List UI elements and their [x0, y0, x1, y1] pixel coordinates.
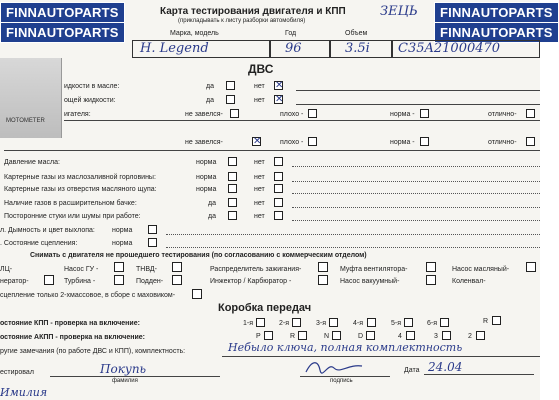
date-line [424, 374, 534, 375]
year-value: 96 [285, 41, 302, 56]
engine-row-label: идкости в масле: [64, 83, 120, 90]
checkbox[interactable] [228, 172, 237, 181]
col-year-header: Год [285, 30, 297, 37]
checkbox[interactable] [228, 211, 237, 220]
gear-checkbox[interactable] [298, 331, 307, 340]
checkbox-no[interactable]: ✕ [275, 94, 284, 105]
checkbox[interactable] [228, 184, 237, 193]
engine-row-label: Посторонние стуки или шумы при работе: [4, 213, 141, 220]
checkbox[interactable] [318, 275, 328, 285]
gear-label: 5-я [391, 320, 402, 327]
sign-caption: подпись [330, 378, 353, 384]
checkbox[interactable] [526, 262, 536, 272]
gear-checkbox[interactable] [332, 331, 341, 340]
gauge-photo [0, 58, 62, 138]
gear-checkbox[interactable] [492, 316, 501, 325]
checkbox[interactable] [318, 262, 328, 272]
divider [296, 104, 540, 105]
gauge-brand: MOTOMETER [6, 118, 45, 124]
part-label: Муфта вентилятора- [340, 266, 408, 273]
part-label: Насос масляный- [452, 266, 510, 273]
page-subtitle: (прикладывать к листу разборки автомобиля) [178, 18, 306, 24]
divider [64, 120, 540, 121]
gear-checkbox[interactable] [366, 331, 375, 340]
engine-row-label: л. Дымность и цвет выхлопа: [0, 227, 95, 234]
checkbox-no[interactable]: ✕ [275, 80, 284, 91]
checkbox[interactable] [526, 137, 535, 146]
part-label: Коленвал- [452, 278, 486, 285]
part-label: Турбина - [64, 278, 96, 285]
date-label: Дата [404, 367, 420, 374]
flywheel-note: сцепление только 2-хмассовое, в сборе с маховиком- [0, 292, 176, 299]
remarks-label: ругие замечания (по работе ДВС и КПП), комплектность: [0, 348, 186, 355]
option-label: нет [254, 213, 265, 220]
option-label: норма - [390, 111, 415, 118]
gear-checkbox[interactable] [292, 318, 301, 327]
gearbox-heading: Коробка передач [218, 302, 312, 314]
gear-label: D [358, 333, 364, 340]
checkbox[interactable] [426, 275, 436, 285]
option-label: да [208, 200, 216, 207]
checkbox-yes[interactable] [226, 95, 235, 104]
gear-label: 4 [398, 333, 402, 340]
checkbox[interactable] [274, 198, 283, 207]
option-label: нет [254, 83, 265, 90]
checkbox[interactable] [274, 172, 283, 181]
option-label: не завелся- [185, 139, 223, 146]
checkbox-yes[interactable] [226, 81, 235, 90]
option-label: нет [254, 174, 265, 181]
checkbox[interactable] [172, 275, 182, 285]
option-label: не завелся- [185, 111, 223, 118]
part-label: ТНВД- [136, 266, 157, 273]
gear-label: R [290, 333, 296, 340]
engine-row-label: Картерные газы из маслозаливной горловины: [4, 174, 156, 181]
gear-label: 1-я [243, 320, 254, 327]
kpp-label: остояние КПП - проверка на включение: [0, 320, 140, 327]
engine-heading: ДВС [248, 62, 274, 76]
checkbox[interactable] [420, 109, 429, 118]
stamp-handwritten: ЗЕЦЬ [380, 4, 418, 19]
engine-row-label: . Состояние сцепления: [0, 240, 78, 247]
checkbox[interactable] [308, 109, 317, 118]
akpp-label: остояние АКПП - проверка на включение: [0, 334, 145, 341]
checkbox[interactable] [426, 262, 436, 272]
engine-row-label: Картерные газы из отверстия масляного щупа: [4, 186, 157, 193]
checkbox[interactable] [172, 262, 182, 272]
option-label: отлично- [488, 139, 517, 146]
gear-checkbox[interactable] [329, 318, 338, 327]
watermark-top-right-2: FINNAUTOPARTS [434, 22, 559, 43]
model-value: H. Legend [140, 41, 209, 56]
dotted-line [292, 193, 540, 194]
checkbox[interactable] [526, 109, 535, 118]
gear-label: R [483, 318, 489, 325]
checkbox[interactable] [274, 184, 283, 193]
checkbox-not-started[interactable]: ✕ [253, 136, 262, 147]
option-label: да [208, 213, 216, 220]
col-volume-header: Объем [345, 30, 368, 37]
divider [222, 356, 540, 357]
dotted-line [292, 181, 540, 182]
dotted-line [166, 234, 540, 235]
dotted-line [166, 247, 540, 248]
watermark-top-left: FINNAUTOPARTS [0, 2, 125, 23]
bottom-handwritten: Имилия [0, 386, 48, 399]
dotted-line [292, 220, 540, 221]
gear-checkbox[interactable] [256, 318, 265, 327]
checkbox[interactable] [148, 238, 157, 247]
gear-label: 2 [468, 333, 472, 340]
part-label: нератор- [0, 278, 29, 285]
divider [4, 150, 540, 151]
checkbox[interactable] [114, 275, 124, 285]
part-label: Насос вакуумный- [340, 278, 400, 285]
remarks-handwritten: Небыло ключа, полная комплектность [228, 341, 463, 354]
engine-row-label: ощей жидкости: [64, 97, 116, 104]
date-handwritten: 24.04 [428, 360, 463, 374]
checkbox[interactable] [114, 262, 124, 272]
part-label: Инжектор / Карбюратор - [210, 278, 292, 285]
gear-checkbox[interactable] [404, 318, 413, 327]
checkbox[interactable] [148, 225, 157, 234]
removed-heading: Снимать с двигателя не прошедшего тестирования (по согласованию с коммерческим отделом) [30, 252, 367, 259]
gear-checkbox[interactable] [440, 318, 449, 327]
gear-label: 2-я [279, 320, 290, 327]
option-label: плохо - [280, 139, 304, 146]
page-title: Карта тестирования двигателя и КПП [160, 6, 346, 17]
surname-handwritten: Покупь [100, 362, 147, 376]
col-model-header: Марка, модель [170, 30, 219, 37]
watermark-top-left-2: FINNAUTOPARTS [0, 22, 125, 43]
gear-checkbox[interactable] [476, 331, 485, 340]
gear-label: 4-я [353, 320, 364, 327]
gear-checkbox[interactable] [406, 331, 415, 340]
signature-mark [304, 358, 364, 376]
dotted-line [292, 166, 540, 167]
option-label: норма [112, 227, 133, 234]
engine-row-label: Давление масла: [4, 159, 60, 166]
part-label: Распределитель зажигания- [210, 266, 302, 273]
option-label: нет [254, 186, 265, 193]
gear-checkbox[interactable] [367, 318, 376, 327]
volume-value: 3.5i [345, 41, 370, 56]
checkbox[interactable] [192, 289, 202, 299]
checkbox[interactable] [308, 137, 317, 146]
checkbox[interactable] [44, 275, 54, 285]
option-label: нет [254, 159, 265, 166]
gear-label: 6-я [427, 320, 438, 327]
option-label: плохо - [280, 111, 304, 118]
option-label: нет [254, 200, 265, 207]
gear-label: P [256, 333, 261, 340]
tested-by-label: естировал [0, 369, 34, 376]
engine-row-label: Наличие газов в расширительном бачке: [4, 200, 137, 207]
gear-label: 3 [434, 333, 438, 340]
dotted-line [292, 207, 540, 208]
checkbox[interactable] [228, 198, 237, 207]
option-label: норма - [390, 139, 415, 146]
option-label: отлично- [488, 111, 517, 118]
checkbox[interactable] [230, 109, 239, 118]
engine-row-label: игателя: [64, 111, 91, 118]
divider [296, 90, 540, 91]
checkbox[interactable] [228, 157, 237, 166]
option-label: нет [254, 97, 265, 104]
checkbox[interactable] [420, 137, 429, 146]
part-label: ЛЦ- [0, 266, 13, 273]
watermark-top-right: FINNAUTOPARTS [434, 2, 559, 23]
signature-line [50, 376, 220, 377]
option-label: норма [196, 159, 217, 166]
vin-value: C35A21000470 [398, 41, 501, 56]
option-label: норма [112, 240, 133, 247]
option-label: норма [196, 174, 217, 181]
gear-checkbox[interactable] [442, 331, 451, 340]
option-label: да [206, 83, 214, 90]
gear-label: 3-я [316, 320, 327, 327]
gear-checkbox[interactable] [264, 331, 273, 340]
signature-line [300, 376, 390, 377]
option-label: да [206, 97, 214, 104]
surname-caption: фамилия [112, 378, 138, 384]
part-label: Подден- [136, 278, 164, 285]
checkbox[interactable] [274, 211, 283, 220]
option-label: норма [196, 186, 217, 193]
checkbox[interactable] [274, 157, 283, 166]
part-label: Насос ГУ - [64, 266, 99, 273]
gear-label: N [324, 333, 330, 340]
